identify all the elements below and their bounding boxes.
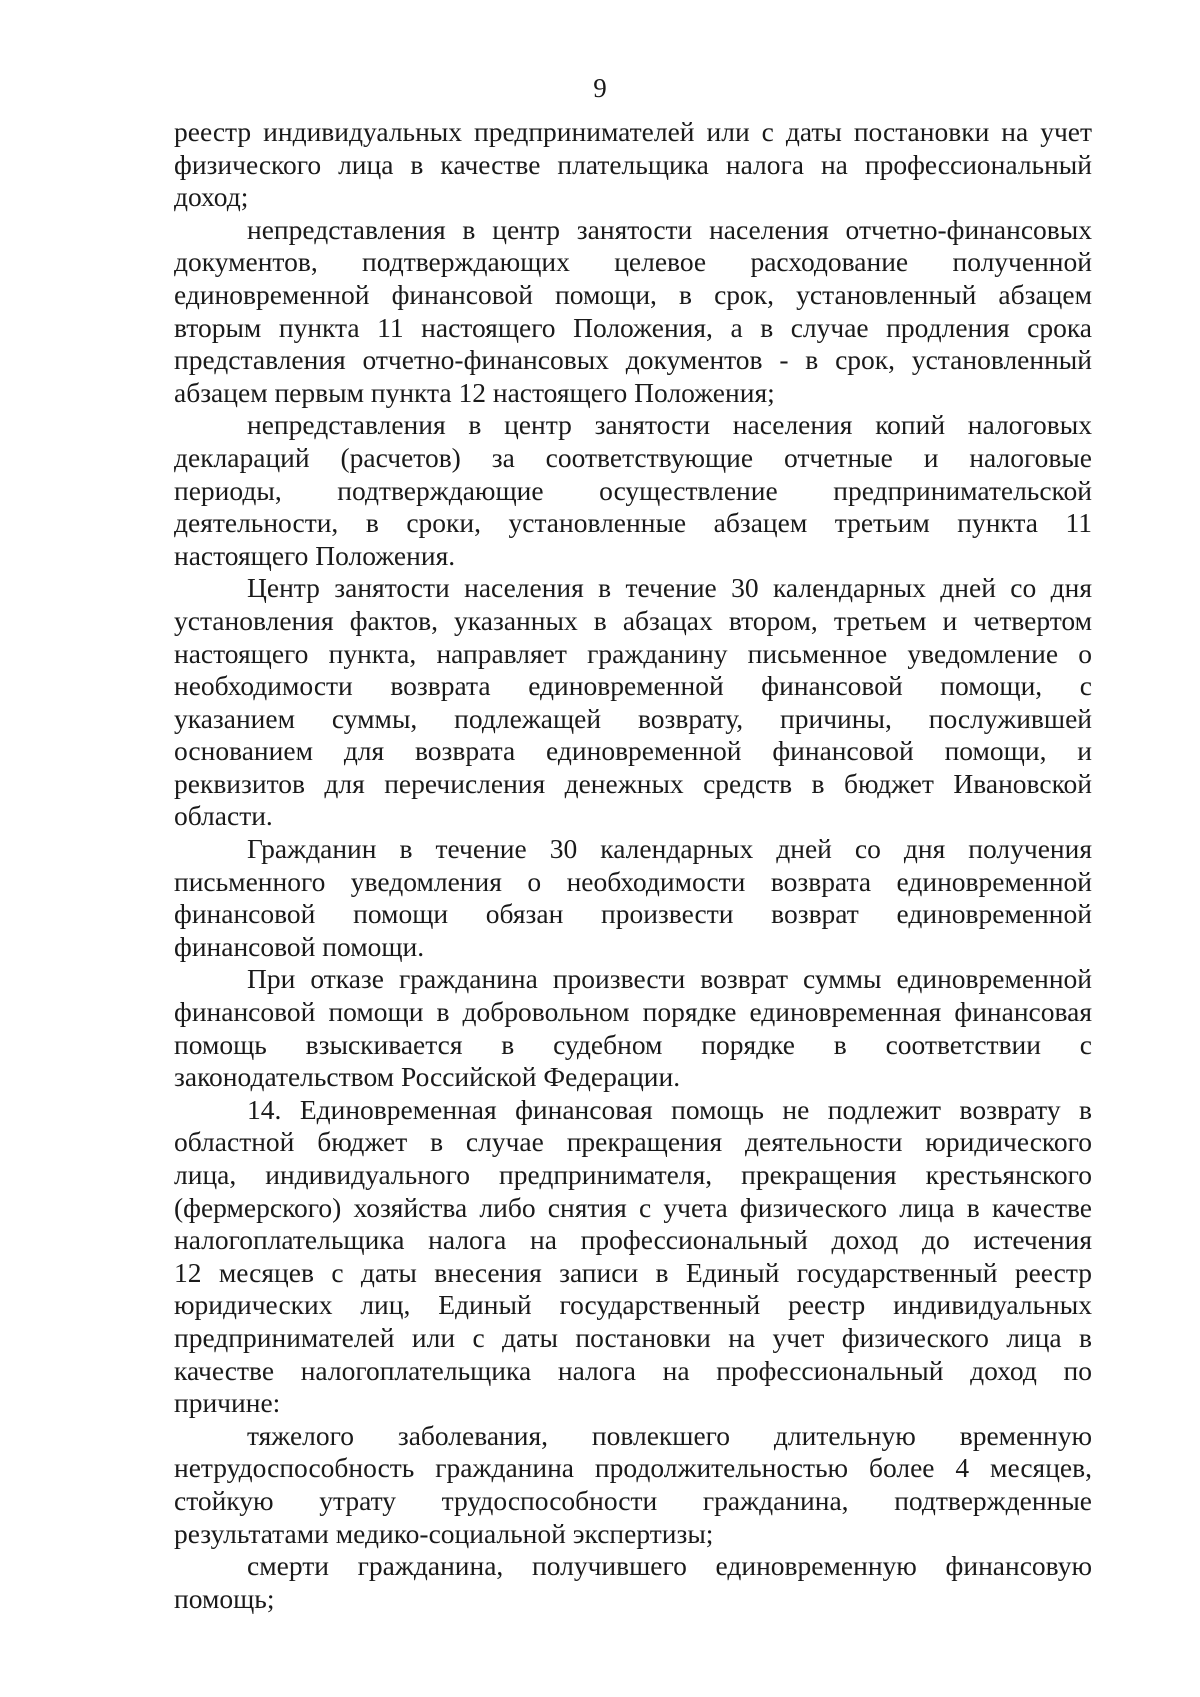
text-line: деятельности, в сроки, установленные абзацем третьим пункта 11 bbox=[174, 507, 1092, 539]
text-line: необходимости возврата единовременной финансовой помощи, с bbox=[174, 670, 1092, 702]
text-line: настоящего Положения. bbox=[174, 539, 456, 571]
paragraph bbox=[174, 833, 1092, 963]
text-line: юридических лиц, Единый государственный реестр индивидуальных bbox=[174, 1289, 1092, 1321]
paragraph bbox=[174, 1550, 1092, 1615]
text-line: 14. Единовременная финансовая помощь не подлежит возврату в bbox=[247, 1093, 1092, 1125]
paragraph bbox=[174, 572, 1092, 833]
text-line: деклараций (расчетов) за соответствующие отчетные и налоговые bbox=[174, 441, 1092, 473]
paragraph bbox=[174, 963, 1092, 1093]
text-line: помощь взыскивается в судебном порядке в соответствии с bbox=[174, 1028, 1092, 1060]
text-line: качестве налогоплательщика налога на профессиональный доход по bbox=[174, 1354, 1092, 1386]
text-line: налогоплательщика налога на профессиональный доход до истечения bbox=[174, 1224, 1092, 1256]
text-line: доход; bbox=[174, 181, 249, 213]
text-line: письменного уведомления о необходимости возврата единовременной bbox=[174, 865, 1092, 897]
text-line: предпринимателей или с даты постановки на учет физического лица в bbox=[174, 1321, 1092, 1353]
text-line: единовременной финансовой помощи, в срок, установленный абзацем bbox=[174, 278, 1092, 310]
text-line: помощь; bbox=[174, 1582, 275, 1614]
text-line: физического лица в качестве плательщика налога на профессиональный bbox=[174, 148, 1092, 180]
text-line: лица, индивидуального предпринимателя, прекращения крестьянского bbox=[174, 1159, 1092, 1190]
text-line: нетрудоспособность гражданина продолжительностью более 4 месяцев, bbox=[174, 1452, 1092, 1484]
text-line: периоды, подтверждающие осуществление предпринимательской bbox=[174, 474, 1092, 506]
paragraph bbox=[174, 214, 1092, 410]
text-line: реестр индивидуальных предпринимателей или с даты постановки на учет bbox=[174, 116, 1092, 147]
text-line: финансовой помощи в добровольном порядке единовременная финансовая bbox=[174, 996, 1092, 1028]
text-line: абзацем первым пункта 12 настоящего Положения; bbox=[174, 376, 775, 408]
text-line: непредставления в центр занятости населения копий налоговых bbox=[247, 409, 1092, 441]
paragraph bbox=[174, 409, 1092, 572]
page-number: 9 bbox=[593, 73, 607, 103]
text-line: тяжелого заболевания, повлекшего длительную временную bbox=[247, 1419, 1092, 1451]
text-line: законодательством Российской Федерации. bbox=[174, 1061, 681, 1093]
text-line: Центр занятости населения в течение 30 календарных дней со дня bbox=[247, 572, 1092, 604]
text-line: 12 месяцев с даты внесения записи в Единый государственный реестр bbox=[174, 1256, 1092, 1288]
text-line: установления фактов, указанных в абзацах втором, третьем и четвертом bbox=[174, 604, 1092, 636]
paragraph bbox=[174, 1420, 1092, 1550]
text-line: смерти гражданина, получившего единовременную финансовую bbox=[247, 1550, 1092, 1582]
paragraph-section-14 bbox=[174, 1094, 1092, 1420]
text-line: (фермерского) хозяйства либо снятия с учета физического лица в качестве bbox=[174, 1191, 1092, 1223]
text-line: областной бюджет в случае прекращения деятельности юридического bbox=[174, 1126, 1092, 1158]
text-line: результатами медико-социальной экспертизы; bbox=[174, 1517, 714, 1549]
text-line: основанием для возврата единовременной финансовой помощи, и bbox=[174, 735, 1092, 767]
text-line: документов, подтверждающих целевое расходование полученной bbox=[174, 246, 1092, 278]
text-line: представления отчетно-финансовых документов - в срок, установленный bbox=[174, 344, 1092, 376]
text-line: финансовой помощи обязан произвести возврат единовременной bbox=[174, 898, 1092, 930]
text-line: указанием суммы, подлежащей возврату, причины, послужившей bbox=[174, 702, 1092, 734]
text-line: настоящего пункта, направляет гражданину письменное уведомление о bbox=[174, 637, 1092, 669]
text-line: При отказе гражданина произвести возврат суммы единовременной bbox=[247, 963, 1092, 995]
text-line: вторым пункта 11 настоящего Положения, а в случае продления срока bbox=[174, 311, 1092, 343]
text-line: реквизитов для перечисления денежных средств в бюджет Ивановской bbox=[174, 767, 1092, 799]
text-line: области. bbox=[174, 800, 273, 832]
text-line: причине: bbox=[174, 1387, 281, 1419]
text-line: непредставления в центр занятости населения отчетно-финансовых bbox=[247, 213, 1092, 245]
text-line: стойкую утрату трудоспособности гражданина, подтвержденные bbox=[174, 1484, 1092, 1516]
text-line: финансовой помощи. bbox=[174, 930, 425, 962]
text-line: Гражданин в течение 30 календарных дней со дня получения bbox=[247, 833, 1092, 865]
paragraph-continuation bbox=[174, 116, 1092, 214]
document-body bbox=[174, 116, 1092, 1615]
